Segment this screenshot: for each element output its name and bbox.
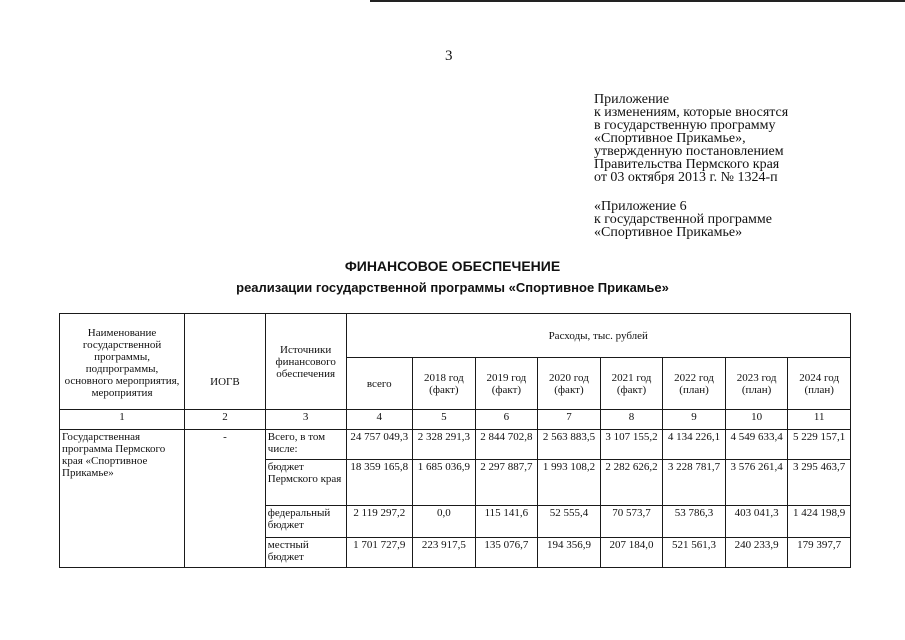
financing-table — [59, 313, 851, 568]
header-iogv: ИОГВ — [185, 314, 266, 410]
header-year — [600, 358, 663, 410]
value-cell: 1 424 198,9 — [788, 506, 851, 538]
column-number: 4 — [346, 410, 413, 430]
value-cell: 179 397,7 — [788, 538, 851, 568]
appendix-line: Правительства Пермского края — [594, 157, 780, 172]
row-source: федеральный бюджет — [265, 506, 346, 538]
column-number: 9 — [663, 410, 726, 430]
row-source: бюджет Пермского края — [265, 460, 346, 506]
value-cell: 3 295 463,7 — [788, 460, 851, 506]
header-year — [663, 358, 726, 410]
header-total: всего — [346, 358, 413, 410]
column-number: 10 — [725, 410, 788, 430]
appendix-line: к изменениям, которые вносятся — [594, 105, 789, 120]
top-edge-rule — [370, 0, 905, 2]
value-cell: 207 184,0 — [600, 538, 663, 568]
column-number: 6 — [475, 410, 538, 430]
value-cell: 1 685 036,9 — [413, 460, 476, 506]
column-number: 3 — [265, 410, 346, 430]
row-source: Всего, в том числе: — [265, 430, 346, 460]
header-year-label: 2021 год — [611, 371, 652, 384]
header-year-label: 2023 год — [736, 371, 777, 384]
document-title: ФИНАНСОВОЕ ОБЕСПЕЧЕНИЕ — [344, 258, 561, 274]
value-cell: 2 328 291,3 — [413, 430, 476, 460]
document-subtitle: реализации государственной программы «Спортивное Прикамье» — [236, 280, 669, 295]
column-number: 7 — [538, 410, 601, 430]
appendix-line: от 03 октября 2013 г. № 1324-п — [594, 170, 778, 185]
header-year — [538, 358, 601, 410]
header-year-note: (факт) — [429, 383, 459, 396]
header-year — [725, 358, 788, 410]
value-cell: 3 576 261,4 — [725, 460, 788, 506]
header-year-label: 2018 год — [423, 371, 464, 384]
value-cell: 3 107 155,2 — [600, 430, 663, 460]
value-cell: 4 134 226,1 — [663, 430, 726, 460]
row-source: местный бюджет — [265, 538, 346, 568]
header-year-label: 2020 год — [549, 371, 589, 384]
header-year — [788, 358, 851, 410]
header-year-label: 2024 год — [799, 371, 840, 384]
header-sources: Источники финансового обеспечения — [265, 314, 346, 410]
value-cell: 403 041,3 — [725, 506, 788, 538]
value-cell: 3 228 781,7 — [663, 460, 726, 506]
value-cell: 2 844 702,8 — [475, 430, 538, 460]
column-number-row — [60, 410, 851, 430]
header-name: Наименование государственной программы, подпрограммы, основного мероприятия, мероприятия — [60, 314, 185, 410]
header-year-note: (факт) — [616, 383, 647, 396]
header-year — [475, 358, 538, 410]
table-header-row — [60, 314, 851, 358]
appendix-spacer — [594, 184, 788, 200]
header-year-label: 2019 год — [486, 371, 527, 384]
page-number: 3 — [445, 48, 453, 64]
header-year-note: (факт) — [554, 383, 584, 396]
value-cell: 0,0 — [413, 506, 476, 538]
value-cell: 223 917,5 — [413, 538, 476, 568]
appendix-sub-line: к государственной программе — [594, 212, 772, 227]
value-cell: 24 757 049,3 — [346, 430, 413, 460]
value-cell: 4 549 633,4 — [725, 430, 788, 460]
header-year-label: 2022 год — [674, 371, 714, 384]
value-cell: 2 119 297,2 — [346, 506, 413, 538]
value-cell: 2 282 626,2 — [600, 460, 663, 506]
column-number: 2 — [185, 410, 266, 430]
column-number: 8 — [600, 410, 663, 430]
header-year — [413, 358, 476, 410]
program-name: Государственная программа Пермского края «Спортивное Прикамье» — [60, 430, 185, 568]
column-number: 1 — [60, 410, 185, 430]
value-cell: 53 786,3 — [663, 506, 726, 538]
table-row — [60, 430, 851, 460]
value-cell: 2 297 887,7 — [475, 460, 538, 506]
value-cell: 1 993 108,2 — [538, 460, 601, 506]
header-year-note: (план) — [804, 383, 834, 396]
header-year-note: (план) — [741, 383, 772, 396]
value-cell: 70 573,7 — [600, 506, 663, 538]
header-expenses: Расходы, тыс. рублей — [346, 314, 851, 358]
appendix-line: «Спортивное Прикамье», — [594, 131, 746, 146]
value-cell: 2 563 883,5 — [538, 430, 601, 460]
value-cell: 521 561,3 — [663, 538, 726, 568]
appendix-sub-line: «Приложение 6 — [594, 199, 687, 214]
value-cell: 18 359 165,8 — [346, 460, 413, 506]
program-iogv: - — [185, 430, 266, 568]
value-cell: 5 229 157,1 — [788, 430, 851, 460]
value-cell: 1 701 727,9 — [346, 538, 413, 568]
appendix-line: Приложение — [594, 92, 670, 107]
column-number: 5 — [413, 410, 476, 430]
header-year-note: (факт) — [491, 383, 522, 396]
value-cell: 135 076,7 — [475, 538, 538, 568]
header-year-note: (план) — [679, 383, 709, 396]
appendix-sub-line: «Спортивное Прикамье» — [594, 225, 743, 240]
appendix-note — [594, 93, 788, 239]
value-cell: 52 555,4 — [538, 506, 601, 538]
value-cell: 240 233,9 — [725, 538, 788, 568]
appendix-line: утвержденную постановлением — [594, 144, 784, 159]
value-cell: 115 141,6 — [475, 506, 538, 538]
appendix-line: в государственную программу — [594, 118, 776, 133]
value-cell: 194 356,9 — [538, 538, 601, 568]
column-number: 11 — [788, 410, 851, 430]
